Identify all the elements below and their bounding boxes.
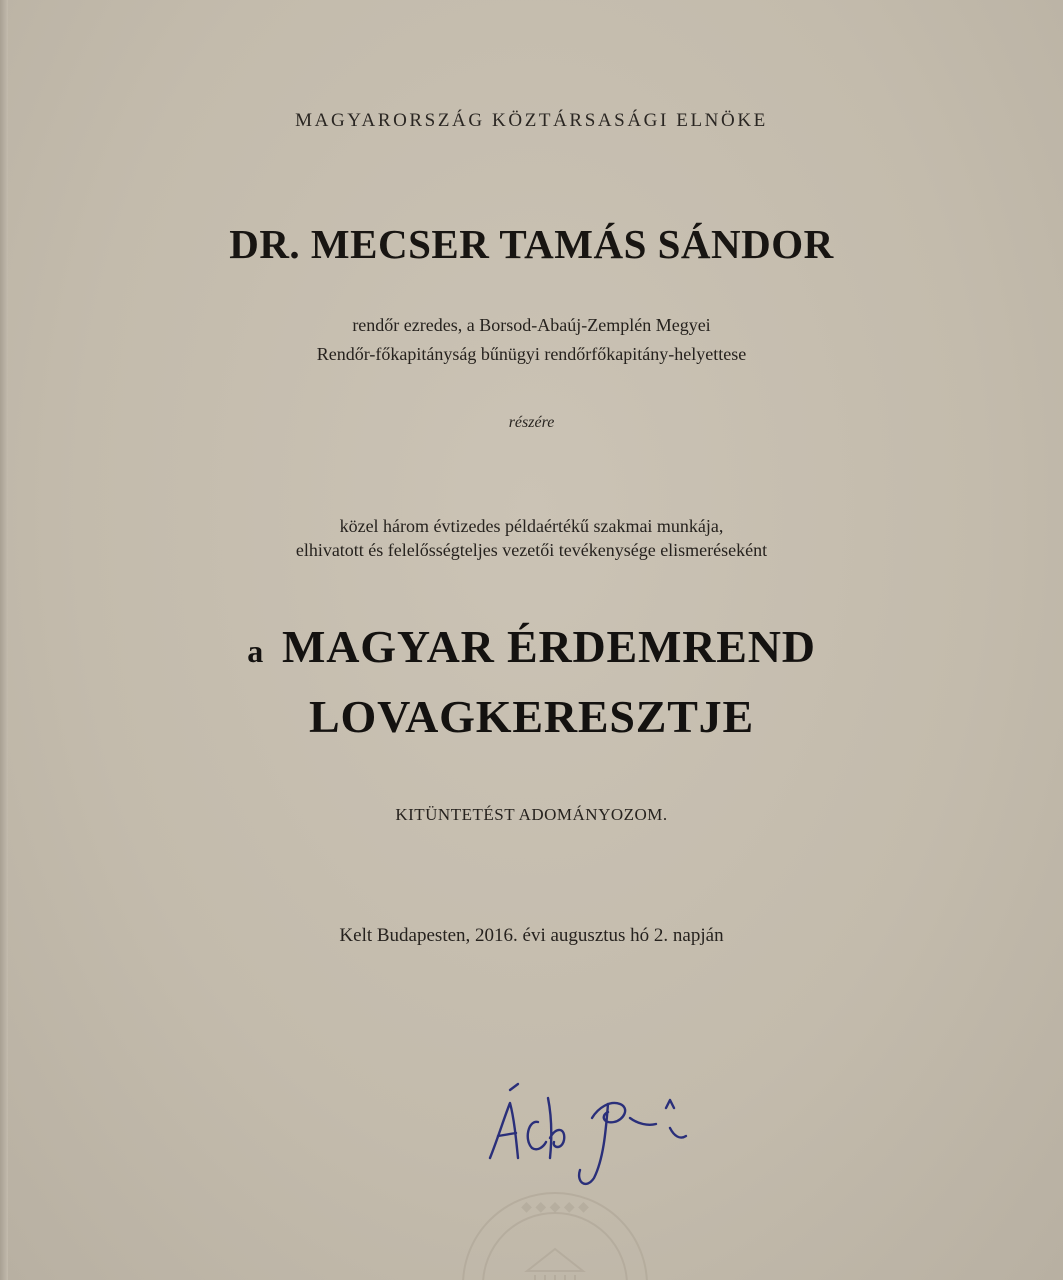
recipient-role-line-1: rendőr ezredes, a Borsod-Abaúj-Zemplén Megyei [352, 315, 711, 335]
award-name: MAGYAR ÉRDEMREND [282, 621, 816, 672]
issuer-heading: MAGYARORSZÁG KÖZTÁRSASÁGI ELNÖKE [295, 110, 768, 131]
award-title-line-1 [0, 620, 1063, 673]
award-article: a [247, 633, 265, 669]
reason-line-2: elhivatott és felelősségteljes vezetői tevékenysége elismeréseként [295, 540, 768, 560]
reason-line-1: közel három évtizedes példaértékű szakmai munkája, [339, 516, 724, 536]
grant-statement: KITÜNTETÉST ADOMÁNYOZOM. [395, 805, 668, 824]
embossed-seal [455, 1185, 655, 1280]
handwritten-signature [480, 1078, 700, 1188]
recipient-role-line-2: Rendőr-főkapitányság bűnügyi rendőrfőkapitány-helyettese [316, 344, 747, 364]
award-title-line-2: LOVAGKERESZTJE [309, 691, 754, 742]
for-word: részére [508, 414, 555, 431]
date-line: Kelt Budapesten, 2016. évi augusztus hó 2. napján [339, 925, 724, 946]
seal-lettering: ◆ ◆ ◆ ◆ ◆ [521, 1200, 589, 1215]
recipient-name: DR. MECSER TAMÁS SÁNDOR [229, 221, 834, 267]
